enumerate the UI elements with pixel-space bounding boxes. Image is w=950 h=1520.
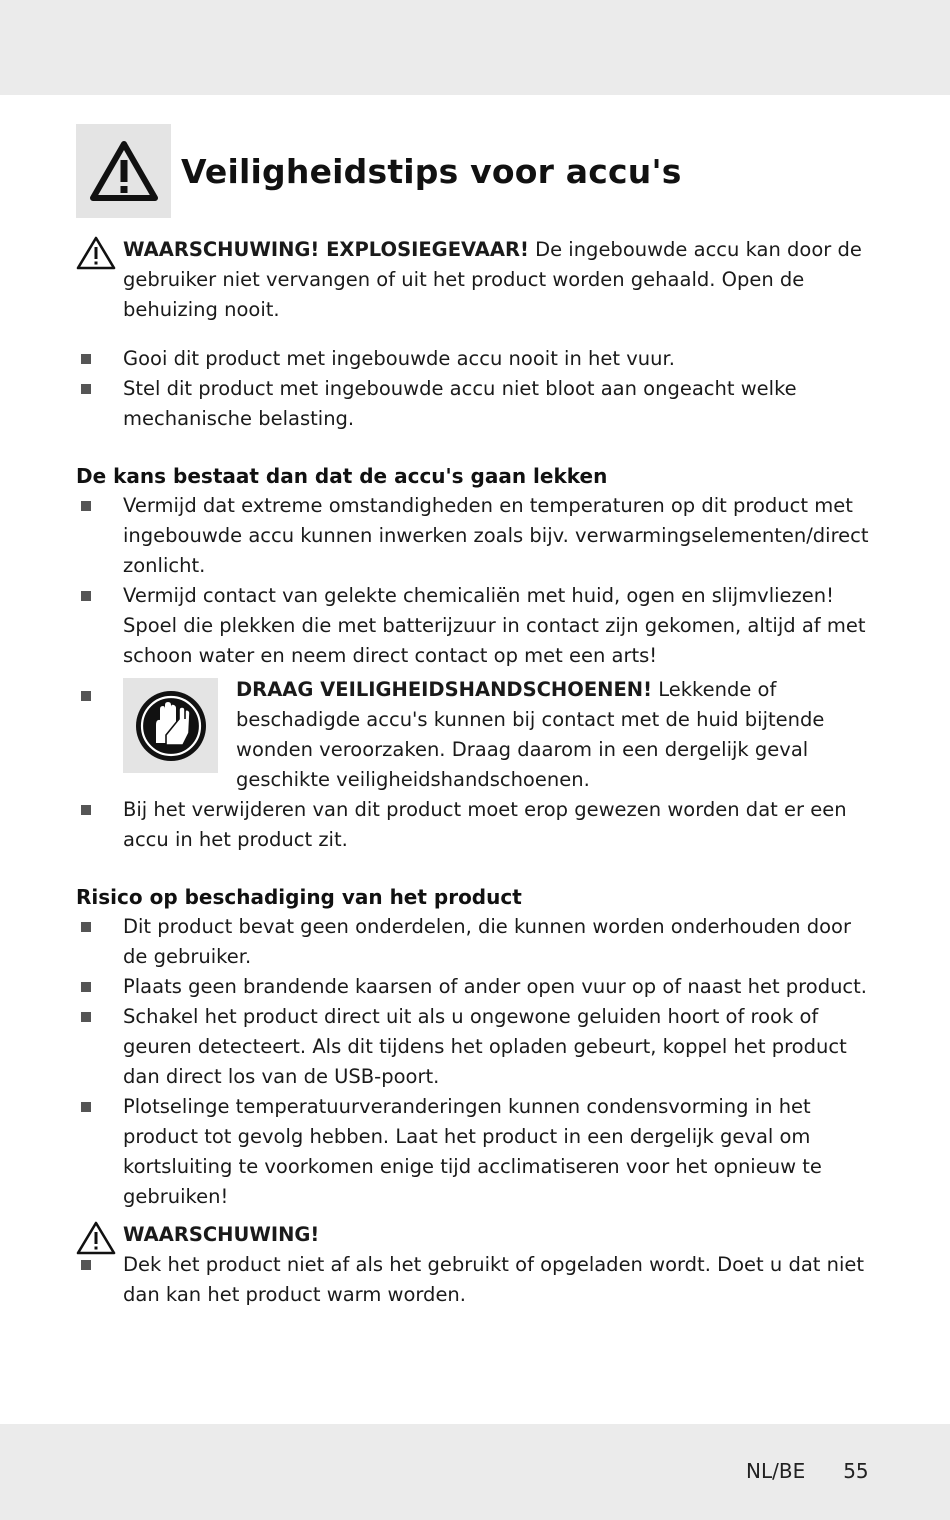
list-item-gloves: [76, 675, 876, 795]
language-code: NL/BE: [746, 1459, 806, 1483]
document-content: [76, 124, 876, 1310]
list-item: Dit product bevat geen onderdelen, die kunnen worden onderhouden door de gebruiker.: [76, 912, 876, 972]
warning-triangle-icon: [76, 124, 171, 218]
damage-risk-list: [76, 912, 876, 1212]
list-item: Vermijd dat extreme omstandigheden en temperaturen op dit product met ingebouwde accu kunnen inwerken zoals bijv. verwarmingselementen/direct zonlicht.: [76, 491, 876, 581]
square-bullet-icon: [81, 805, 91, 815]
page-title: Veiligheidstips voor accu's: [181, 151, 682, 191]
square-bullet-icon: [81, 591, 91, 601]
section-heading-leak: De kans bestaat dan dat de accu's gaan lekken: [76, 464, 608, 488]
warning-heading: WAARSCHUWING!: [123, 1223, 320, 1246]
gloves-heading: DRAAG VEILIGHEIDSHANDSCHOENEN!: [236, 678, 653, 701]
leak-safety-list: [76, 491, 876, 855]
warning-heading: WAARSCHUWING! EXPLOSIEGEVAAR!: [123, 238, 529, 261]
square-bullet-icon: [81, 354, 91, 364]
square-bullet-icon: [81, 1260, 91, 1270]
page-number: 55: [843, 1459, 869, 1483]
list-item: Schakel het product direct uit als u ongewone geluiden hoort of rook of geuren detecteert. Als dit tijdens het opladen gebeurt, koppel het product dan direct los van de USB-poort.: [76, 1002, 876, 1092]
warning-triangle-icon: [76, 236, 116, 270]
explosion-warning: [76, 235, 876, 325]
list-item: Gooi dit product met ingebouwde accu nooit in het vuur.: [76, 344, 876, 374]
square-bullet-icon: [81, 982, 91, 992]
list-item: Plotselinge temperatuurveranderingen kunnen condensvorming in het product tot gevolg hebben. Laat het product in een dergelijk geval om kortsluiting te voorkomen enige tijd acclimatiseren voor het opnieuw te gebruiken!: [76, 1092, 876, 1212]
page-footer: [746, 1459, 869, 1483]
square-bullet-icon: [81, 691, 91, 701]
list-item: Plaats geen brandende kaarsen of ander open vuur op of naast het product.: [76, 972, 876, 1002]
overheat-list: [76, 1250, 876, 1310]
square-bullet-icon: [81, 501, 91, 511]
safety-gloves-icon: [123, 678, 218, 773]
section-heading-damage: Risico op beschadiging van het product: [76, 885, 522, 909]
square-bullet-icon: [81, 1102, 91, 1112]
warning-text: De ingebouwde accu kan door de gebruiker niet vervangen of uit het product worden gehaald. Open de behuizing nooit.: [123, 238, 862, 321]
list-item: Stel dit product met ingebouwde accu niet bloot aan ongeacht welke mechanische belasting.: [76, 374, 876, 434]
general-safety-list: [76, 344, 876, 434]
square-bullet-icon: [81, 384, 91, 394]
gloves-warning-text: DRAAG VEILIGHEIDSHANDSCHOENEN! Lekkende of beschadigde accu's kunnen bij contact met de huid bijtende wonden veroorzaken. Draag daarom in een dergelijk geval geschikte veiligheidshandschoenen.: [236, 678, 825, 791]
overheat-warning: [76, 1220, 876, 1250]
list-item: Bij het verwijderen van dit product moet erop gewezen worden dat er een accu in het product zit.: [76, 795, 876, 855]
list-item: Vermijd contact van gelekte chemicaliën met huid, ogen en slijmvliezen! Spoel die plekken die met batterijzuur in contact zijn gekomen, altijd af met schoon water en neem direct contact op met een arts!: [76, 581, 876, 671]
page-top-band: [0, 0, 950, 95]
square-bullet-icon: [81, 922, 91, 932]
list-item: Dek het product niet af als het gebruikt of opgeladen wordt. Doet u dat niet dan kan het product warm worden.: [76, 1250, 876, 1310]
title-row: [76, 124, 876, 218]
square-bullet-icon: [81, 1012, 91, 1022]
